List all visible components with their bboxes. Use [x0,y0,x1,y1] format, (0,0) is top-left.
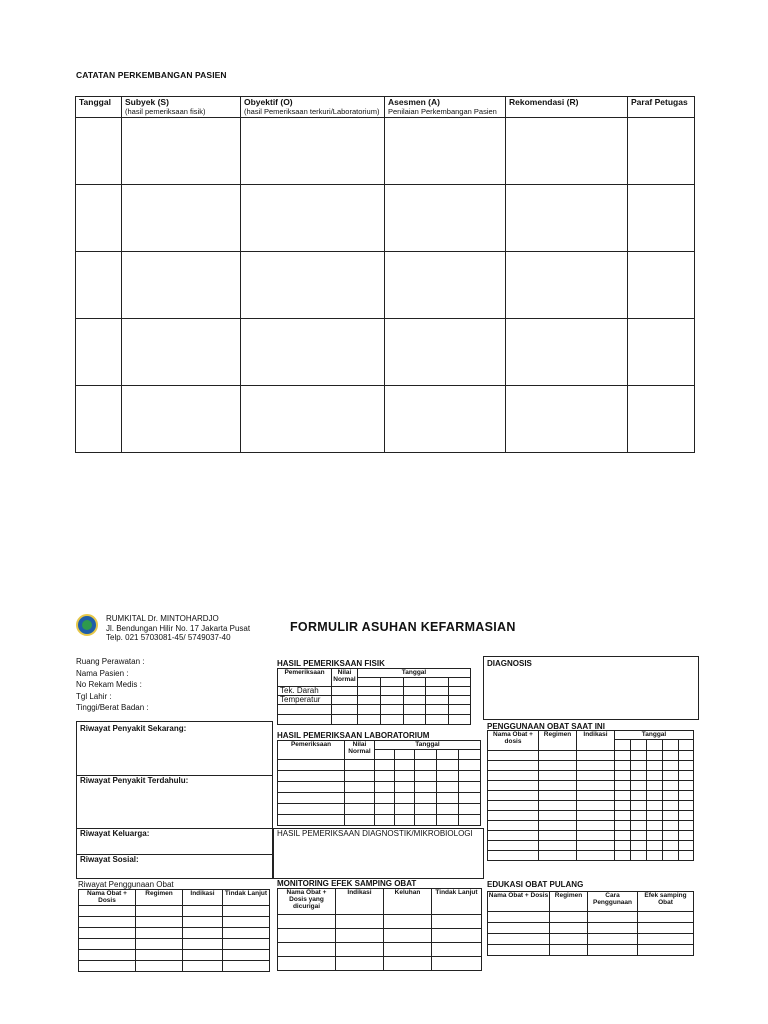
field-ruang[interactable]: Ruang Perawatan : [76,657,145,666]
riwayat-keluarga-label: Riwayat Keluarga: [80,829,150,838]
fisik-title: HASIL PEMERIKSAAN FISIK [277,659,385,668]
progress-notes-table [75,96,695,453]
progress-title: CATATAN PERKEMBANGAN PASIEN [76,70,227,80]
table-row[interactable] [488,851,694,861]
monitoring-title: MONITORING EFEK SAMPING OBAT [277,879,417,888]
pg-h-regimen: Regimen [539,731,577,751]
lab-table [277,740,481,826]
rpo-h-regimen: Regimen [136,890,183,906]
fisik-row-label: Tek. Darah [278,687,332,696]
ed-h-regimen: Regimen [550,892,588,912]
riwayat-keluarga-box[interactable] [76,828,273,855]
fisik-h-nilai: Nilai Normal [332,669,358,687]
table-row[interactable] [79,906,270,917]
field-tinggi-berat[interactable]: Tinggi/Berat Badan : [76,703,149,712]
lab-h-nilai: Nilai Normal [345,741,375,760]
table-row[interactable] [488,781,694,791]
lab-h-tanggal: Tanggal [375,741,481,750]
mon-h-indikasi: Indikasi [336,889,384,915]
table-row[interactable] [278,804,481,815]
table-row[interactable] [488,841,694,851]
pg-h-indikasi: Indikasi [577,731,615,751]
table-row[interactable] [278,782,481,793]
col-rekomendasi: Rekomendasi (R) [506,97,628,118]
table-row[interactable] [488,811,694,821]
col-subyek: Subyek (S) (hasil pemeriksaan fisik) [122,97,241,118]
col-obyektif: Obyektif (O) (hasil Pemeriksaan terkuri/Laboratorium) [241,97,385,118]
riwayat-sekarang-label: Riwayat Penyakit Sekarang: [80,724,187,733]
ed-h-efek: Efek samping Obat [638,892,694,912]
col-paraf: Paraf Petugas [628,97,695,118]
fisik-row-label: Temperatur [278,696,332,705]
table-row[interactable] [76,386,695,453]
col-asesmen: Asesmen (A) Penilaian Perkembangan Pasien [385,97,506,118]
table-row[interactable] [488,923,694,934]
riwayat-sosial-label: Riwayat Sosial: [80,855,139,864]
pg-h-nama: Nama Obat + dosis [488,731,539,751]
riwayat-sekarang-box[interactable] [76,721,273,776]
table-row[interactable] [278,929,482,943]
table-row[interactable] [278,705,471,715]
table-row[interactable] [79,950,270,961]
table-row[interactable] [278,696,471,705]
edukasi-title: EDUKASI OBAT PULANG [487,880,584,889]
table-row[interactable] [278,793,481,804]
pg-h-tanggal: Tanggal [615,731,694,740]
edukasi-table [487,891,694,956]
table-row[interactable] [488,801,694,811]
ed-h-cara: Cara Penggunaan [588,892,638,912]
table-row[interactable] [278,760,481,771]
lab-h-pemeriksaan: Pemeriksaan [278,741,345,760]
table-row[interactable] [488,751,694,761]
diagnosis-title: DIAGNOSIS [487,659,532,668]
progress-header-row [76,97,695,118]
field-rm[interactable]: No Rekam Medis : [76,680,142,689]
hospital-address: Jl. Bendungan Hilir No. 17 Jakarta Pusat [106,623,251,633]
diagnostik-title: HASIL PEMERIKSAAN DIAGNOSTIK/MIKROBIOLOGI [277,829,473,838]
rpo-h-tindak: Tindak Lanjut [223,890,270,906]
riwayat-dahulu-label: Riwayat Penyakit Terdahulu: [80,776,189,785]
table-row[interactable] [79,939,270,950]
rpo-h-indikasi: Indikasi [183,890,223,906]
lab-title: HASIL PEMERIKSAAN LABORATORIUM [277,731,430,740]
form-title: FORMULIR ASUHAN KEFARMASIAN [290,620,516,634]
mon-h-nama: Nama Obat + Dosis yang dicurigai [278,889,336,915]
diagnostik-box[interactable] [273,828,484,879]
riwayat-obat-title: Riwayat Penggunaan Obat [78,880,174,889]
table-row[interactable] [488,912,694,923]
field-nama[interactable]: Nama Pasien : [76,668,129,678]
table-row[interactable] [488,791,694,801]
penggunaan-title: PENGGUNAAN OBAT SAAT INI [487,722,605,731]
mon-h-tindak: Tindak Lanjut [432,889,482,915]
table-row[interactable] [488,934,694,945]
table-row[interactable] [76,252,695,319]
col-tanggal: Tanggal [76,97,122,118]
table-row[interactable] [488,821,694,831]
table-row[interactable] [79,961,270,972]
fisik-h-tanggal: Tanggal [358,669,471,678]
table-row[interactable] [76,319,695,386]
table-row[interactable] [488,945,694,956]
table-row[interactable] [278,815,481,826]
table-row[interactable] [278,943,482,957]
table-row[interactable] [79,928,270,939]
diagnosis-box[interactable] [483,656,699,720]
riwayat-sosial-box[interactable] [76,854,273,879]
fisik-table [277,668,471,725]
table-row[interactable] [278,715,471,725]
hospital-phone: Telp. 021 5703081-45/ 5749037-40 [106,633,231,642]
penggunaan-table [487,730,694,861]
hospital-info [106,614,250,643]
table-row[interactable] [488,761,694,771]
table-row[interactable] [488,831,694,841]
hospital-logo [76,614,98,636]
hospital-name: RUMKITAL Dr. MINTOHARDJO [106,614,219,623]
monitoring-table [277,888,482,971]
ed-h-nama: Nama Obat + Dosis [488,892,550,912]
field-tgl-lahir[interactable]: Tgl Lahir : [76,691,112,701]
rpo-h-nama: Nama Obat + Dosis [79,890,136,906]
table-row[interactable] [278,771,481,782]
riwayat-obat-table [78,889,270,972]
table-row[interactable] [76,185,695,252]
table-row[interactable] [76,118,695,185]
table-row[interactable] [79,917,270,928]
table-row[interactable] [278,957,482,971]
fisik-h-pemeriksaan: Pemeriksaan [278,669,332,687]
patient-identity [76,656,272,714]
table-row[interactable] [278,915,482,929]
mon-h-keluhan: Keluhan [384,889,432,915]
table-row[interactable] [488,771,694,781]
riwayat-dahulu-box[interactable] [76,775,273,829]
